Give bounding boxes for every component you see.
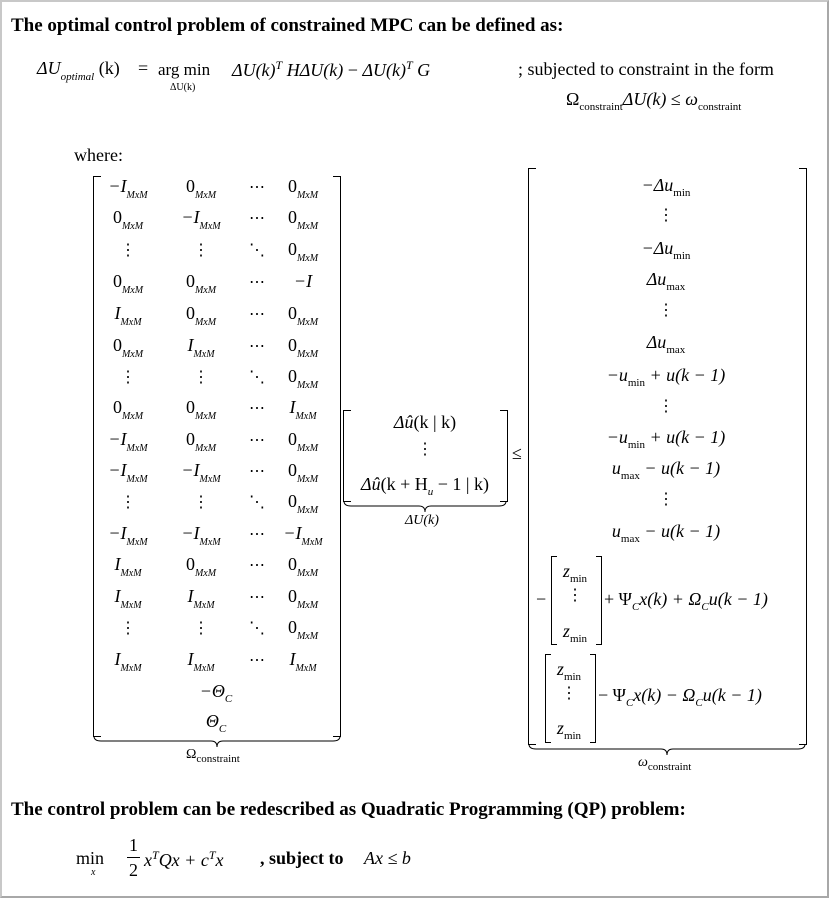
omega-matrix-cell: $0_{MxM}$	[287, 586, 319, 611]
qp-min-subscript: x	[91, 867, 96, 878]
qp-half-denominator: 2	[129, 860, 138, 880]
du-vector-top: Δû(k | k)	[393, 412, 457, 432]
omega-matrix-cell: $-I_{MxM}$	[181, 523, 221, 548]
omega-matrix-cell: $0_{MxM}$	[287, 617, 319, 642]
omega-matrix-cell: $I_{MxM}$	[114, 649, 142, 674]
omega-matrix-cell: ⋯	[249, 432, 265, 449]
omega-matrix-cell: ⋯	[249, 400, 265, 417]
qp-constraint: Ax ≤ b	[364, 848, 411, 868]
omega-matrix-cell: $I_{MxM}$	[187, 649, 215, 674]
omega-matrix-cell: $-I_{MxM}$	[108, 523, 148, 548]
omega-matrix-cell: $0_{MxM}$	[112, 335, 144, 360]
omega-matrix-cell: $0_{MxM}$	[287, 366, 319, 391]
omega-matrix-right-bracket	[333, 176, 341, 737]
omega-matrix-cell: $-I_{MxM}$	[108, 460, 148, 485]
omega-matrix-left-bracket	[93, 176, 101, 737]
zblock1-bottom: $z_{min}$	[562, 621, 588, 645]
objective-lhs: $\Delta U_{optimal}$ (k)	[37, 58, 120, 83]
heading-mpc: The optimal control problem of constrained MPC can be defined as:	[11, 15, 564, 36]
omega-matrix-cell: ⋮	[120, 494, 136, 511]
omega-matrix-cell: $I_{MxM}$	[114, 586, 142, 611]
zblock1-dots: ⋮	[567, 587, 583, 604]
omega-matrix-cell: $I_{MxM}$	[187, 586, 215, 611]
omega-matrix-cell: $0_{MxM}$	[112, 271, 144, 296]
omega-matrix-cell: $-I_{MxM}$	[108, 429, 148, 454]
omega-matrix-cell: ⋱	[249, 369, 265, 386]
qp-subject-to: , subject to	[260, 848, 344, 868]
du-vector-dots: ⋮	[417, 441, 433, 458]
omega-matrix-cell: ⋮	[193, 369, 209, 386]
omega-matrix-cell: ⋮	[120, 242, 136, 259]
omega-matrix-cell: ⋯	[249, 274, 265, 291]
omega-matrix-cell: ⋯	[249, 652, 265, 669]
omega-matrix-cell: ⋯	[249, 557, 265, 574]
omega-matrix-cell: $0_{MxM}$	[112, 207, 144, 232]
theta-neg: $-\Theta_C$	[199, 681, 233, 705]
zblock1-left-bracket	[551, 556, 557, 645]
omega-matrix-underbrace	[93, 735, 341, 749]
omega-matrix-cell: ⋯	[249, 210, 265, 227]
omega-vector-row: $-\Delta u_{min}$	[641, 175, 691, 199]
omega-matrix-label: $\Omega_{constraint}$	[186, 747, 240, 765]
zblock1-tail: + $\Psi_Cx(k) + \Omega_Cu(k - 1)$	[604, 589, 768, 613]
omega-matrix-cell: ⋯	[249, 526, 265, 543]
omega-matrix-cell: $0_{MxM}$	[185, 554, 217, 579]
omega-matrix-cell: $-I_{MxM}$	[108, 176, 148, 201]
omega-matrix-cell: ⋯	[249, 463, 265, 480]
zblock2-left-bracket	[545, 654, 551, 743]
omega-vector-row: $\Delta u_{max}$	[646, 332, 686, 356]
du-vector-label: ΔU(k)	[405, 513, 439, 528]
omega-matrix-cell: $-I_{MxM}$	[181, 460, 221, 485]
constraint-inequality: $\Omega_{constraint}\Delta U(k) \le \omega_{constraint}$	[566, 89, 742, 113]
du-vector-left-bracket	[343, 410, 351, 502]
omega-matrix-cell: $0_{MxM}$	[287, 554, 319, 579]
leq-symbol: ≤	[512, 443, 522, 463]
argmin-subscript: ΔU(k)	[170, 82, 196, 93]
omega-matrix-cell: $0_{MxM}$	[112, 397, 144, 422]
omega-matrix-cell: $I_{MxM}$	[289, 397, 317, 422]
omega-matrix-cell: $0_{MxM}$	[185, 271, 217, 296]
omega-vector-row: $-\Delta u_{min}$	[641, 238, 691, 262]
du-vector-underbrace	[343, 500, 508, 514]
omega-matrix-cell: $-I_{MxM}$	[283, 523, 323, 548]
zblock2-tail: − $\Psi_Cx(k) - \Omega_Cu(k - 1)$	[598, 685, 762, 709]
omega-vector-row: ⋮	[658, 491, 674, 508]
omega-matrix-cell: ⋮	[120, 369, 136, 386]
omega-matrix-cell: $0_{MxM}$	[287, 239, 319, 264]
omega-vector-row: $u_{max} - u(k - 1)$	[611, 458, 721, 482]
omega-vector-underbrace	[528, 743, 808, 757]
omega-vector-label: $\omega_{constraint}$	[638, 755, 692, 773]
omega-matrix-cell: $0_{MxM}$	[185, 397, 217, 422]
omega-matrix-cell: ⋱	[249, 620, 265, 637]
heading-qp: The control problem can be redescribed as Quadratic Programming (QP) problem:	[11, 799, 686, 820]
omega-matrix-cell: $I_{MxM}$	[114, 303, 142, 328]
omega-matrix-cell: $0_{MxM}$	[185, 176, 217, 201]
zblock2-top: $z_{min}$	[556, 659, 582, 683]
omega-vector-row: $-u_{min} + u(k - 1)$	[606, 427, 726, 451]
qp-half-numerator: 1	[129, 835, 138, 855]
argmin-operator: arg min	[158, 60, 211, 79]
objective-equals: =	[138, 58, 149, 78]
omega-matrix-cell: $I_{MxM}$	[187, 335, 215, 360]
omega-matrix-cell: ⋯	[249, 179, 265, 196]
omega-matrix-cell: $0_{MxM}$	[287, 303, 319, 328]
zblock2-bottom: $z_{min}$	[556, 718, 582, 742]
omega-matrix-cell: $I_{MxM}$	[114, 554, 142, 579]
omega-matrix-cell: ⋮	[193, 620, 209, 637]
omega-matrix-cell: $0_{MxM}$	[185, 429, 217, 454]
omega-matrix-cell: $0_{MxM}$	[287, 335, 319, 360]
omega-matrix-cell: $0_{MxM}$	[185, 303, 217, 328]
omega-vector-row: $\Delta u_{max}$	[646, 269, 686, 293]
where-label: where:	[74, 145, 123, 165]
omega-vector-row: ⋮	[658, 207, 674, 224]
omega-vector-row: $u_{max} - u(k - 1)$	[611, 521, 721, 545]
omega-matrix-cell: $0_{MxM}$	[287, 207, 319, 232]
theta: $\Theta_C$	[205, 711, 227, 735]
omega-vector-left-bracket	[528, 168, 536, 745]
omega-matrix-cell: $0_{MxM}$	[287, 429, 319, 454]
zblock2-dots: ⋮	[561, 685, 577, 702]
omega-matrix-cell: $-I_{MxM}$	[181, 207, 221, 232]
omega-matrix-cell: ⋯	[249, 306, 265, 323]
zblock2-right-bracket	[590, 654, 596, 743]
omega-matrix-cell: ⋯	[249, 589, 265, 606]
omega-matrix-cell: $0_{MxM}$	[287, 176, 319, 201]
du-vector-bottom: Δû(k + $H_u - 1$ | k)	[361, 474, 489, 498]
zblock1-minus: −	[536, 589, 547, 609]
omega-vector-right-bracket	[799, 168, 807, 745]
omega-vector-row: ⋮	[658, 302, 674, 319]
omega-matrix-cell: ⋮	[193, 494, 209, 511]
objective-term-1: $\Delta U(k)^T$ $H\Delta U(k) - \Delta U(k)^T$ G	[232, 58, 431, 80]
omega-matrix-cell: $0_{MxM}$	[287, 460, 319, 485]
qp-fraction-bar	[127, 857, 140, 858]
omega-matrix-cell: $I_{MxM}$	[289, 649, 317, 674]
qp-objective: $x^TQx + c^Tx$	[144, 848, 224, 870]
omega-matrix-cell: ⋯	[249, 338, 265, 355]
qp-min: min	[76, 848, 105, 868]
zblock1-top: $z_{min}$	[562, 561, 588, 585]
zblock1-right-bracket	[596, 556, 602, 645]
omega-matrix-cell: ⋮	[120, 620, 136, 637]
omega-vector-row: ⋮	[658, 398, 674, 415]
constraint-text: ; subjected to constraint in the form	[518, 59, 774, 79]
omega-vector-row: $-u_{min} + u(k - 1)$	[606, 365, 726, 389]
du-vector-right-bracket	[500, 410, 508, 502]
omega-matrix-cell: ⋱	[249, 242, 265, 259]
omega-matrix-cell: −I	[293, 271, 313, 291]
omega-matrix-cell: ⋱	[249, 494, 265, 511]
omega-matrix-cell: ⋮	[193, 242, 209, 259]
omega-matrix-cell: $0_{MxM}$	[287, 491, 319, 516]
